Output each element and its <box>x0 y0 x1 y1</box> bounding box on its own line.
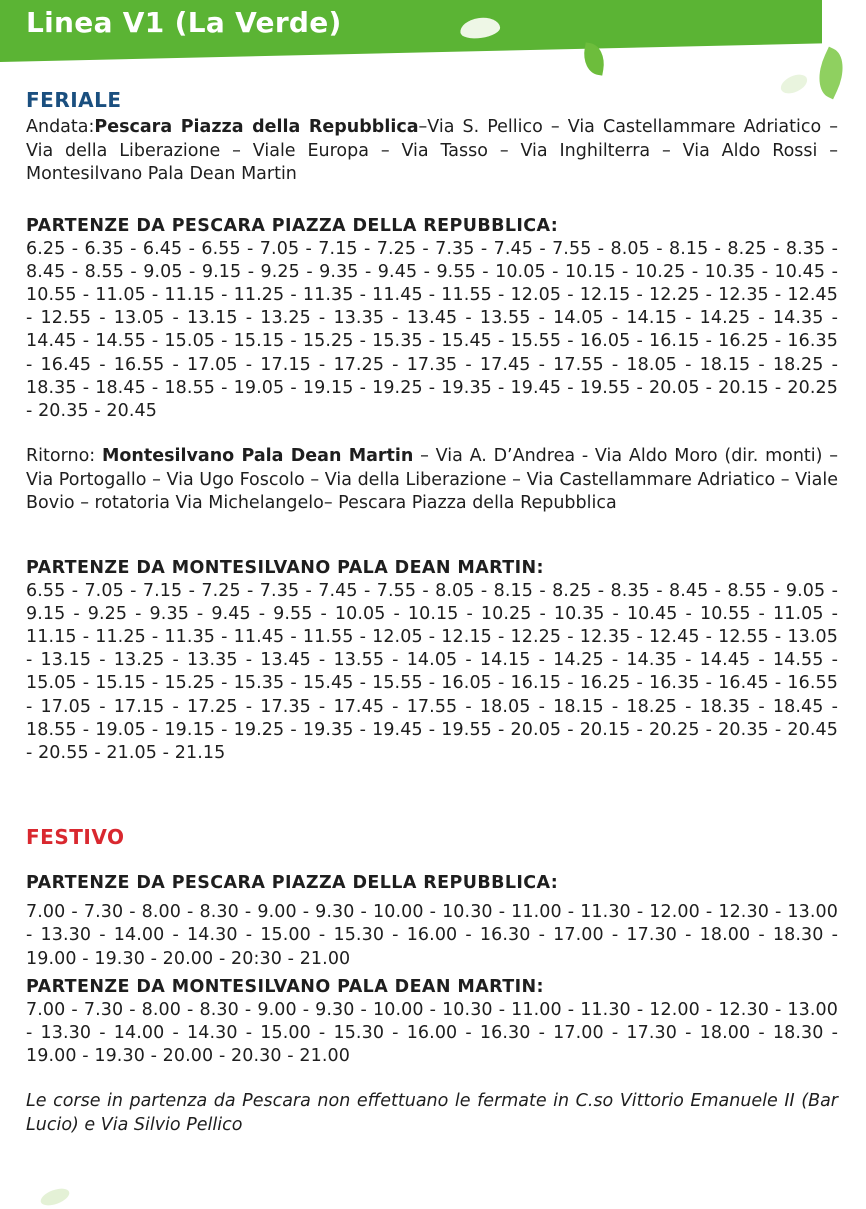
ritorno-stop: Montesilvano Pala Dean Martin <box>101 446 414 467</box>
ritorno-route <box>26 445 838 516</box>
footnote: Le corse in partenza da Pescara non effettuano le fermate in C.so Vittorio Emanuele II (Bar Lucio) e Via Silvio Pellico <box>26 1091 838 1135</box>
feriale-title: FERIALE <box>26 88 122 112</box>
festivo-title: FESTIVO <box>26 825 125 850</box>
ritorno-rest: – Via A. D’Andrea - Via Aldo Moro (dir. monti) – Via Portogallo – Via Ugo Foscolo – Via della Liberazione – Via Castellammare Adriatico – Viale Bovio – rotatoria Via Michelangelo– Pescara Piazza della Repubblica <box>26 446 838 514</box>
festivo-dep1-times: 7.00 - 7.30 - 8.00 - 8.30 - 9.00 - 9.30 - 10.00 - 10.30 - 11.00 - 11.30 - 12.00 - 12.30 - 13.00 - 13.30 - 14.00 - 14.30 - 15.00 - 15.30 - 16.00 - 16.30 - 17.00 - 17.30 - 18.00 - 18.30 - 19.00 - 19.30 - 20.00 - 20:30 - 21.00 <box>26 902 838 969</box>
feriale-dep2-times: 6.55 - 7.05 - 7.15 - 7.25 - 7.35 - 7.45 - 7.55 - 8.05 - 8.15 - 8.25 - 8.35 - 8.45 - 8.55 - 9.05 - 9.15 - 9.25 - 9.35 - 9.45 - 9.55 - 10.05 - 10.15 - 10.25 - 10.35 - 10.45 - 10.55 - 11.05 - 11.15 - 11.25 - 11.35 - 11.45 - 11.55 - 12.05 - 12.15 - 12.25 - 12.35 - 12.45 - 12.55 - 13.05 - 13.15 - 13.25 - 13.35 - 13.45 - 13.55 - 14.05 - 14.15 - 14.25 - 14.35 - 14.45 - 14.55 - 15.05 - 15.15 - 15.25 - 15.35 - 15.45 - 15.55 - 16.05 - 16.15 - 16.25 - 16.35 - 16.45 - 16.55 - 17.05 - 17.15 - 17.25 - 17.35 - 17.45 - 17.55 - 18.05 - 18.15 - 18.25 - 18.35 - 18.45 - 18.55 - 19.05 - 19.15 - 19.25 - 19.35 - 19.45 - 19.55 - 20.05 - 20.15 - 20.25 - 20.35 - 20.45 - 20.55 - 21.05 - 21.15 <box>26 580 838 764</box>
feriale-dep1-heading: PARTENZE DA PESCARA PIAZZA DELLA REPUBBLICA: <box>26 215 559 236</box>
andata-route <box>26 116 838 187</box>
andata-stop: Pescara Piazza della Repubblica <box>94 117 419 137</box>
festivo-dep2-heading: PARTENZE DA MONTESILVANO PALA DEAN MARTIN: <box>26 976 544 997</box>
timetable <box>26 88 838 1137</box>
festivo-dep1-heading: PARTENZE DA PESCARA PIAZZA DELLA REPUBBLICA: <box>26 873 559 894</box>
leaf-icon <box>39 1185 72 1208</box>
andata-rest: –Via S. Pellico – Via Castellammare Adriatico – Via della Liberazione – Viale Europa – Via Tasso – Via Inghilterra – Via Aldo Rossi – Montesilvano Pala Dean Martin <box>26 117 838 184</box>
festivo-dep2-times: 7.00 - 7.30 - 8.00 - 8.30 - 9.00 - 9.30 - 10.00 - 10.30 - 11.00 - 11.30 - 12.00 - 12.30 - 13.00 - 13.30 - 14.00 - 14.30 - 15.00 - 15.30 - 16.00 - 16.30 - 17.00 - 17.30 - 18.00 - 18.30 - 19.00 - 19.30 - 20.00 - 20.30 - 21.00 <box>26 999 838 1067</box>
page-title: Linea V1 (La Verde) <box>26 6 342 39</box>
andata-prefix: Andata: <box>26 117 95 137</box>
feriale-dep2-heading: PARTENZE DA MONTESILVANO PALA DEAN MARTIN: <box>26 557 544 578</box>
ritorno-prefix: Ritorno: <box>26 446 102 467</box>
feriale-dep1-times: 6.25 - 6.35 - 6.45 - 6.55 - 7.05 - 7.15 - 7.25 - 7.35 - 7.45 - 7.55 - 8.05 - 8.15 - 8.25 - 8.35 - 8.45 - 8.55 - 9.05 - 9.15 - 9.25 - 9.35 - 9.45 - 9.55 - 10.05 - 10.15 - 10.25 - 10.35 - 10.45 - 10.55 - 11.05 - 11.15 - 11.25 - 11.35 - 11.45 - 11.55 - 12.05 - 12.15 - 12.25 - 12.35 - 12.45 - 12.55 - 13.05 - 13.15 - 13.25 - 13.35 - 13.45 - 13.55 - 14.05 - 14.15 - 14.25 - 14.35 - 14.45 - 14.55 - 15.05 - 15.15 - 15.25 - 15.35 - 15.45 - 15.55 - 16.05 - 16.15 - 16.25 - 16.35 - 16.45 - 16.55 - 17.05 - 17.15 - 17.25 - 17.35 - 17.45 - 17.55 - 18.05 - 18.15 - 18.25 - 18.35 - 18.45 - 18.55 - 19.05 - 19.15 - 19.25 - 19.35 - 19.45 - 19.55 - 20.05 - 20.15 - 20.25 - 20.35 - 20.45 <box>26 238 838 421</box>
